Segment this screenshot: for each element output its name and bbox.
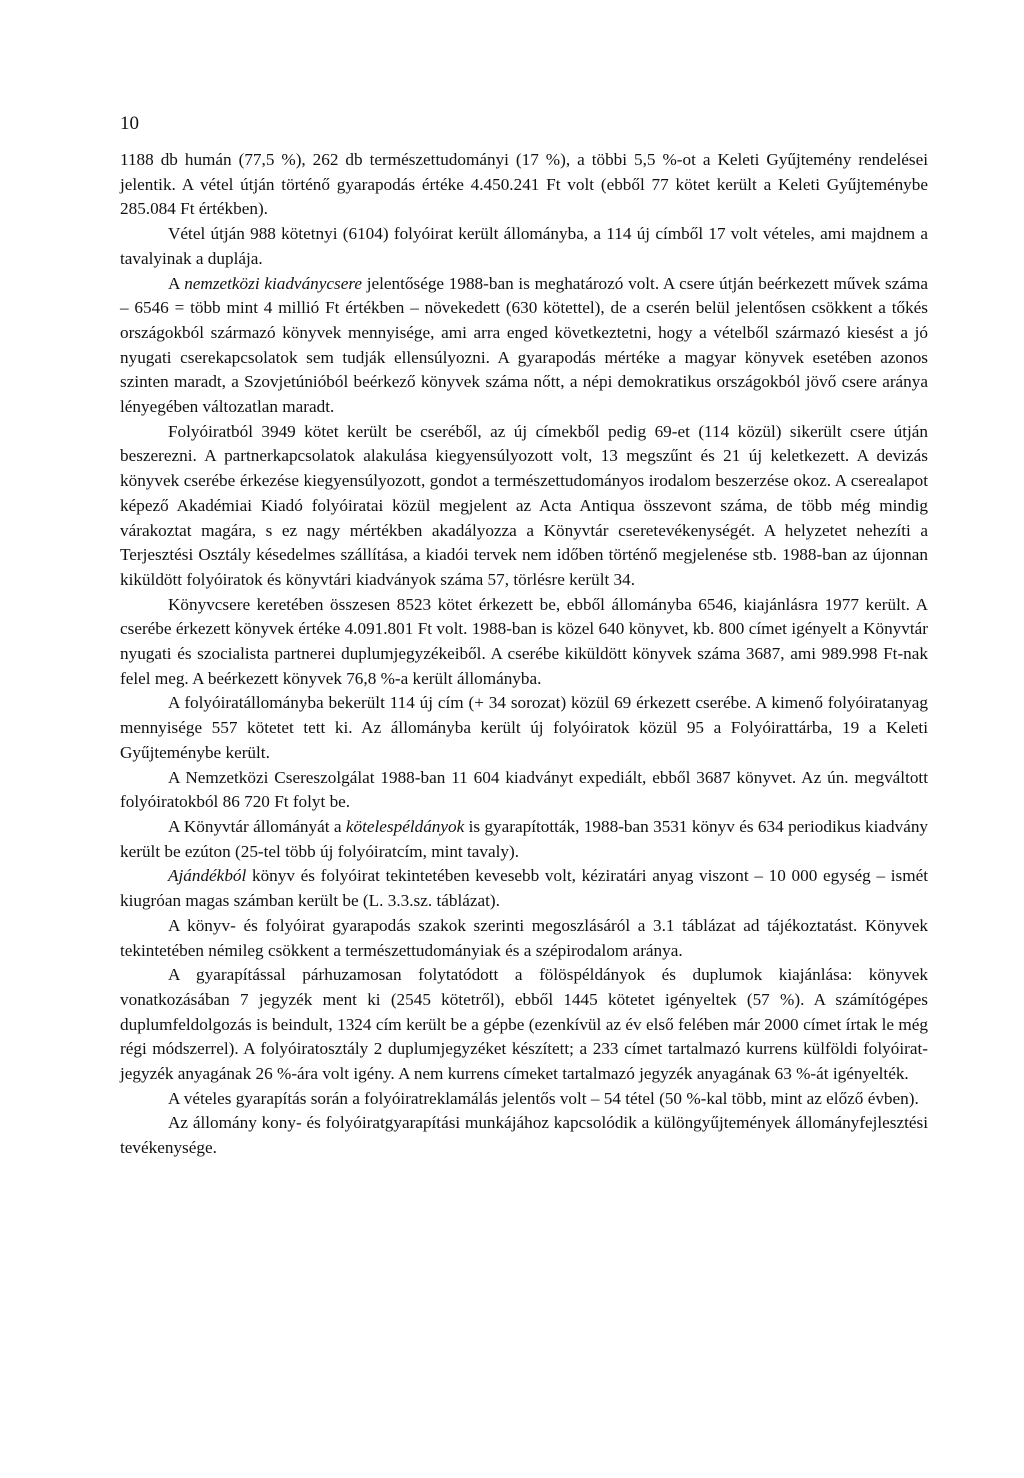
- paragraph: [120, 766, 928, 815]
- text-run: Az állomány kony- és folyóiratgyarapítási munkájához kapcsolódik a különgyűjtemények állományfejlesztési tevékenysége.: [120, 1113, 928, 1158]
- text-run: A gyarapítással párhuzamosan folytatódott a fölöspéldányok és duplumok kiajánlása: könyvek vonatkozásában 7 jegyzék ment ki (2545 kötetről), ebből 1445 kötetet igényeltek (57 %). A számítógépes duplumfeldolgozás is beindult, 1324 cím került be a gépbe (ezenkívül az év első felében már 2000 címet írtak le még régi módszerrel). A folyóiratosztály 2 duplumjegyzéket készített; a 233 címet tartalmazó kurrens külföldi folyóirat-jegyzék anyagának 26 %-ára volt igény. A nem kurrens címeket tartalmazó jegyzék anyagának 63 %-át igényelték.: [120, 965, 928, 1084]
- paragraph: [120, 914, 928, 963]
- text-run: Folyóiratból 3949 kötet került be cseréből, az új címekből pedig 69-et (114 közül) sikerült csere útján beszerezni. A partnerkapcsolatok alakulása kiegyensúlyozott volt, 13 megszűnt és 21 új keletkezett. A devizás könyvek cserébe érkezése kiegyensúlyozott, gondot a természettudományos irodalom beszerzése okoz. A cserealapot képező Akadémiai Kiadó folyóiratai közül megjelent az Acta Antiqua összevont száma, de több még mindig várakoztat magára, s ez nagy mértékben akadályozza a Könyvtár cseretevékenységét. A helyzetet nehezíti a Terjesztési Osztály késedelmes szállítása, a kiadói tervek nem időben történő megjelenése stb. 1988-ban az újonnan kiküldött folyóiratok és könyvtári kiadványok száma 57, törlésre került 34.: [120, 421, 928, 589]
- text-run: könyv és folyóirat tekintetében kevesebb volt, kéziratári anyag viszont – 10 000 egység – ismét kiugróan magas számban került be (L. 3.3.sz. táblázat).: [120, 866, 928, 911]
- paragraph: [120, 148, 928, 222]
- text-run: A: [168, 273, 185, 293]
- italic-term: Ajándékból: [168, 866, 247, 886]
- text-run: A Könyvtár állományát a: [168, 816, 346, 836]
- text-run: 1188 db humán (77,5 %), 262 db természettudományi (17 %), a többi 5,5 %-ot a Keleti Gyűjtemény rendelései jelentik. A vétel útján történő gyarapodás értéke 4.450.241 Ft volt (ebből 77 kötet került a Keleti Gyűjteménybe 285.084 Ft értékben).: [120, 150, 928, 219]
- text-run: A folyóiratállományba bekerült 114 új cím (+ 34 sorozat) közül 69 érkezett cserébe. A kimenő folyóiratanyag mennyisége 557 kötetet tett ki. Az állományba került új folyóiratok közül 95 a Folyóirattárba, 19 a Keleti Gyűjteménybe került.: [120, 693, 928, 762]
- paragraph: [120, 272, 928, 420]
- text-run: jelentősége 1988-ban is meghatározó volt. A csere útján beérkezett művek száma – 6546 = több mint 4 millió Ft értékben – növekedett (630 kötettel), de a cserén belül jelentősen csökkent a tőkés országokból származó könyvek mennyisége, ami arra enged következtetni, hogy a vételből származó kiesést a jó nyugati cserekapcsolatok sem tudják ellensúlyozni. A gyarapodás mértéke a magyar könyvek esetében azonos szinten maradt, a Szovjetúnióból beérkező könyvek száma nőtt, a népi demokratikus országokból jövő csere aránya lényegében változatlan maradt.: [120, 273, 929, 417]
- paragraph: [120, 420, 928, 593]
- paragraph: [120, 1087, 928, 1112]
- paragraph: [120, 815, 928, 864]
- text-run: A könyv- és folyóirat gyarapodás szakok szerinti megoszlásáról a 3.1 táblázat ad tájékoztatást. Könyvek tekintetében némileg csökkent a természettudományiak és a szépirodalom aránya.: [120, 915, 928, 960]
- paragraph: [120, 691, 928, 765]
- text-run: Vétel útján 988 kötetnyi (6104) folyóirat került állományba, a 114 új címből 17 volt vételes, ami majdnem a tavalyinak a duplája.: [120, 224, 928, 268]
- text-run: A Nemzetközi Csereszolgálat 1988-ban 11 604 kiadványt expediált, ebből 3687 könyvet. Az ún. megváltott folyóiratokból 86 720 Ft folyt be.: [120, 767, 928, 812]
- page-number: 10: [120, 113, 139, 134]
- text-run: A vételes gyarapítás során a folyóiratreklamálás jelentős volt – 54 tétel (50 %-kal több, mint az előző évben).: [168, 1088, 919, 1108]
- body-text: [120, 148, 928, 1161]
- paragraph: [120, 593, 928, 692]
- paragraph: [120, 1111, 928, 1160]
- text-run: is gyarapították, 1988-ban 3531 könyv és 634 periodikus kiadvány került be ezúton (25-tel több új folyóiratcím, mint tavaly).: [120, 816, 929, 861]
- italic-term: nemzetközi kiadványcsere: [184, 273, 363, 293]
- paragraph: [120, 864, 928, 913]
- text-run: Könyvcsere keretében összesen 8523 kötet érkezett be, ebből állományba 6546, kiajánlásra 1977 került. A cserébe érkezett könyvek értéke 4.091.801 Ft volt. 1988-ban is közel 640 könyvet, kb. 800 címet igényelt a Könyvtár nyugati és szocialista partnerei duplumjegyzékeiből. A cserébe kiküldött könyvek száma 3687, ami 989.998 Ft-nak felel meg. A beérkezett könyvek 76,8 %-a került állományba.: [120, 594, 928, 688]
- italic-term: kötelespéldányok: [345, 816, 465, 836]
- paragraph: [120, 222, 928, 271]
- paragraph: [120, 963, 928, 1087]
